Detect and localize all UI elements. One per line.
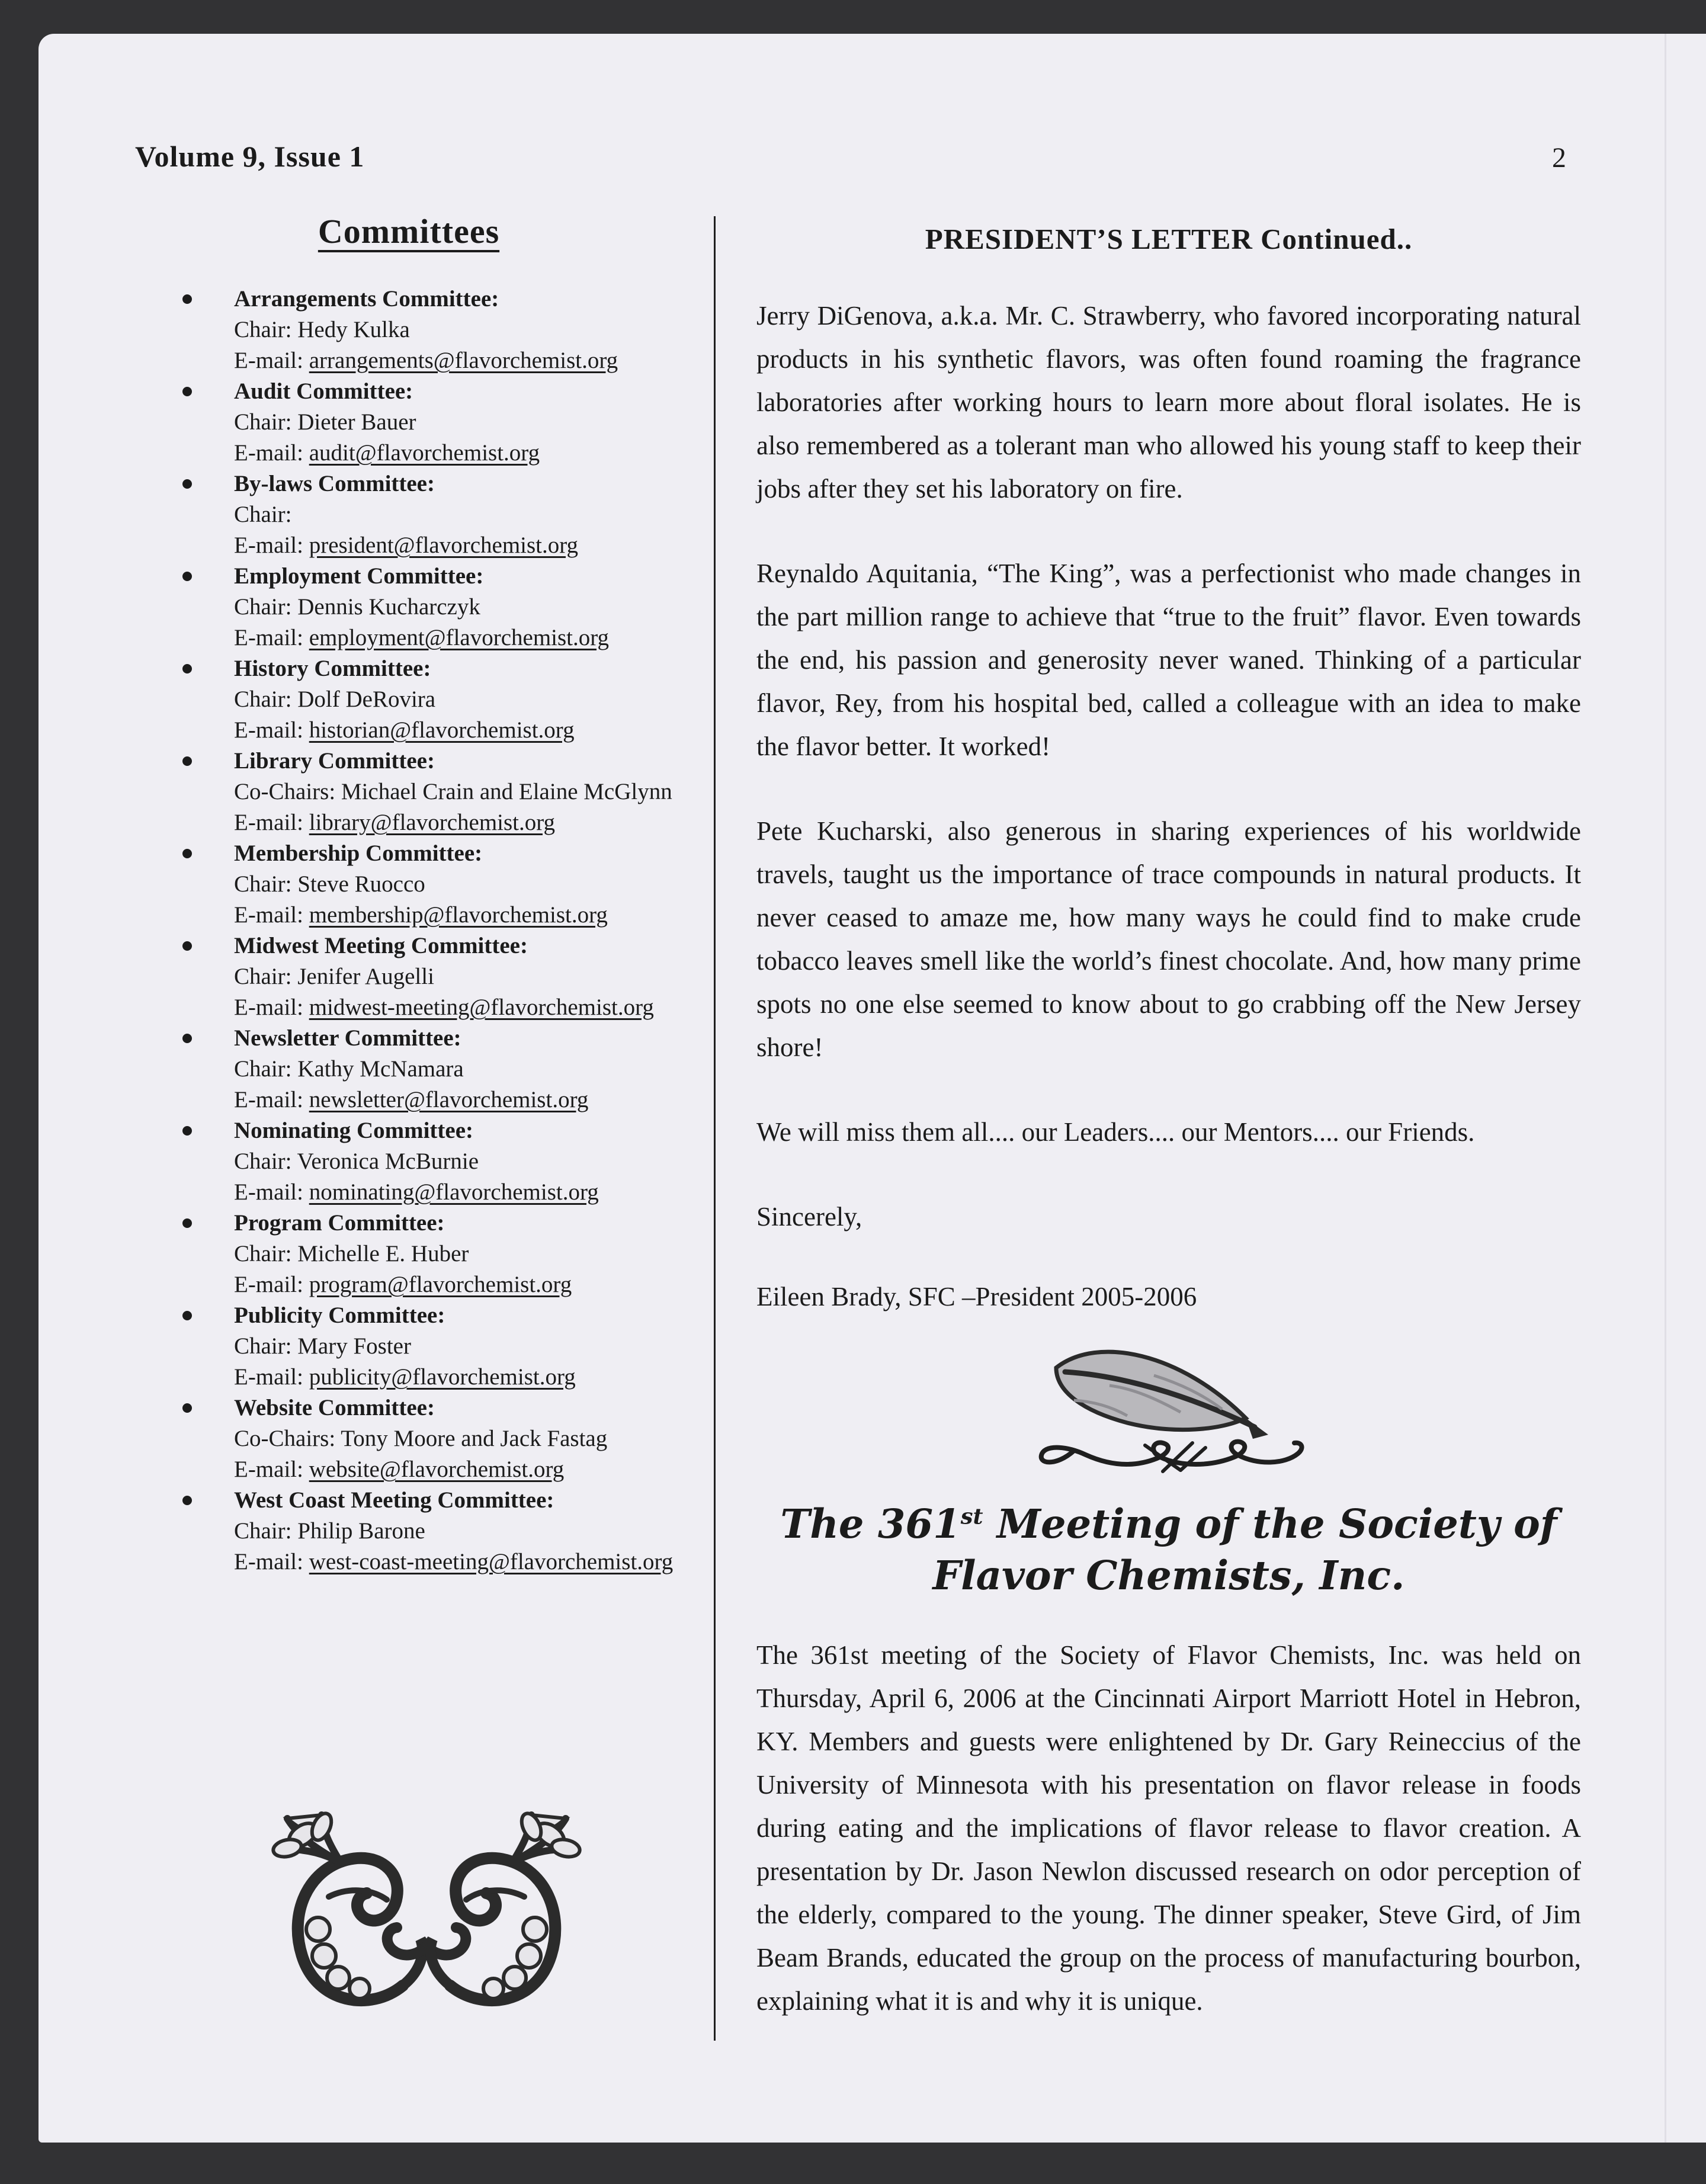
email-label: E-mail: xyxy=(234,1272,309,1297)
page-number: 2 xyxy=(1552,142,1566,174)
meeting-heading-pre: The 361 xyxy=(780,1500,961,1547)
committee-name: Library Committee: xyxy=(234,748,435,774)
committee-chair: Co-Chairs: Michael Crain and Elaine McGlynn xyxy=(234,779,672,804)
committee-email-line xyxy=(234,1177,681,1208)
letter-paragraph: Reynaldo Aquitania, “The King”, was a perfectionist who made changes in the part million range to achieve that “true to the fruit” flavor. Even towards the end, his passion and generosity never waned. Thinking of a particular flavor, Rey, from his hospital bed, called a colleague with an idea to make the flavor better. It worked! xyxy=(756,559,1581,761)
committee-item xyxy=(136,1393,681,1485)
committee-item xyxy=(136,469,681,561)
committee-email-line xyxy=(234,1269,681,1300)
letter-signoff: Sincerely, xyxy=(756,1202,862,1231)
committee-name: History Committee: xyxy=(234,656,431,681)
bullet-icon xyxy=(182,849,192,858)
committee-name: Employment Committee: xyxy=(234,563,484,589)
email-label: E-mail: xyxy=(234,533,309,558)
committee-item xyxy=(136,1023,681,1115)
committee-item xyxy=(136,1208,681,1300)
email-link[interactable]: membership@flavorchemist.org xyxy=(309,902,608,928)
committee-name: Midwest Meeting Committee: xyxy=(234,933,528,958)
committee-chair: Chair: Dolf DeRovira xyxy=(234,687,436,712)
committee-chair: Chair: Steve Ruocco xyxy=(234,871,425,897)
committee-item xyxy=(136,376,681,469)
bullet-icon xyxy=(182,1496,192,1505)
committee-email-line xyxy=(234,807,681,838)
committee-chair: Chair: Kathy McNamara xyxy=(234,1056,464,1082)
committees-title: Committees xyxy=(318,212,500,251)
email-label: E-mail: xyxy=(234,1549,309,1574)
committee-name: Newsletter Committee: xyxy=(234,1025,461,1051)
email-link[interactable]: website@flavorchemist.org xyxy=(309,1457,565,1482)
committee-chair: Chair: Veronica McBurnie xyxy=(234,1149,479,1174)
committee-email-line xyxy=(234,1362,681,1393)
committee-email-line xyxy=(234,900,681,931)
committee-chair: Chair: Philip Barone xyxy=(234,1518,425,1544)
committee-chair: Chair: Michelle E. Huber xyxy=(234,1241,469,1266)
committee-email-line xyxy=(234,438,681,469)
committee-item xyxy=(136,1485,681,1577)
email-label: E-mail: xyxy=(234,995,309,1020)
committee-name: Website Committee: xyxy=(234,1395,435,1420)
email-link[interactable]: newsletter@flavorchemist.org xyxy=(309,1087,589,1112)
committee-chair: Chair: Jenifer Augelli xyxy=(234,964,434,989)
bullet-icon xyxy=(182,1311,192,1320)
bullet-icon xyxy=(182,572,192,581)
committee-name: Program Committee: xyxy=(234,1210,445,1236)
committee-email-line xyxy=(234,1085,681,1115)
email-label: E-mail: xyxy=(234,440,309,466)
email-label: E-mail: xyxy=(234,902,309,928)
email-link[interactable]: publicity@flavorchemist.org xyxy=(309,1364,576,1390)
committee-name: West Coast Meeting Committee: xyxy=(234,1487,554,1513)
volume-issue-label: Volume 9, Issue 1 xyxy=(135,140,365,173)
committee-name: Audit Committee: xyxy=(234,379,413,404)
committee-chair: Chair: Dieter Bauer xyxy=(234,409,416,435)
email-link[interactable]: president@flavorchemist.org xyxy=(309,533,579,558)
committee-email-line xyxy=(234,715,681,746)
bullet-icon xyxy=(182,387,192,396)
committee-email-line xyxy=(234,1547,681,1577)
email-link[interactable]: historian@flavorchemist.org xyxy=(309,717,575,743)
committee-item xyxy=(136,653,681,746)
letter-paragraphs xyxy=(756,294,1581,1154)
email-label: E-mail: xyxy=(234,1179,309,1205)
email-label: E-mail: xyxy=(234,1087,309,1112)
committee-item xyxy=(136,561,681,653)
committee-name: Arrangements Committee: xyxy=(234,286,499,312)
quill-pen-icon xyxy=(985,1329,1352,1477)
letter-paragraph: Jerry DiGenova, a.k.a. Mr. C. Strawberry, who favored incorporating natural products in his synthetic flavors, was often found roaming the fragrance laboratories after working hours to learn more about floral isolates. He is also remembered as a tolerant man who allowed his young staff to keep their jobs after they set his laboratory on fire. xyxy=(756,301,1581,503)
email-label: E-mail: xyxy=(234,810,309,835)
bullet-icon xyxy=(182,294,192,304)
presidents-letter-title: PRESIDENT’S LETTER Continued.. xyxy=(925,223,1413,255)
bullet-icon xyxy=(182,1403,192,1413)
bullet-icon xyxy=(182,1126,192,1136)
committee-name: By-laws Committee: xyxy=(234,471,435,496)
email-link[interactable]: west-coast-meeting@flavorchemist.org xyxy=(309,1549,674,1574)
committee-chair: Co-Chairs: Tony Moore and Jack Fastag xyxy=(234,1426,608,1451)
committee-chair: Chair: Mary Foster xyxy=(234,1333,411,1359)
email-label: E-mail: xyxy=(234,625,309,650)
bullet-icon xyxy=(182,756,192,766)
meeting-paragraph: The 361st meeting of the Society of Flavor Chemists, Inc. was held on Thursday, April 6, 2006 at the Cincinnati Airport Marriott Hotel in Hebron, KY. Members and guests were enlightened by Dr. Gary Reineccius of the University of Minnesota with his presentation on flavor release in foods during eating and the implications of flavor release to flavor creation. A presentation by Dr. Jason Newlon discussed research on odor perception of the elderly, compared to the young. The dinner speaker, Steve Gird, of Jim Beam Brands, educated the group on the process of manufacturing bourbon, explaining what it is and why it is unique. xyxy=(756,1640,1581,2016)
bullet-icon xyxy=(182,1218,192,1228)
committee-item xyxy=(136,284,681,376)
committee-name: Membership Committee: xyxy=(234,841,483,866)
bullet-icon xyxy=(182,941,192,951)
email-label: E-mail: xyxy=(234,717,309,743)
committee-email-line xyxy=(234,992,681,1023)
meeting-heading-post: Meeting of the Society of Flavor Chemists, Inc. xyxy=(932,1500,1557,1599)
email-link[interactable]: arrangements@flavorchemist.org xyxy=(309,348,618,373)
committee-chair: Chair: Hedy Kulka xyxy=(234,317,410,342)
newsletter-page xyxy=(39,34,1706,2143)
committees-section xyxy=(136,211,681,1577)
email-link[interactable]: midwest-meeting@flavorchemist.org xyxy=(309,995,654,1020)
letter-paragraph: Pete Kucharski, also generous in sharing experiences of his worldwide travels, taught us the importance of trace compounds in natural products. It never ceased to amaze me, how many ways he could find to make crude tobacco leaves smell like the world’s finest chocolate. And, how many prime spots no one else seemed to know about to go crabbing off the New Jersey shore! xyxy=(756,816,1581,1062)
committee-item xyxy=(136,838,681,931)
email-link[interactable]: library@flavorchemist.org xyxy=(309,810,556,835)
bullet-icon xyxy=(182,664,192,674)
bullet-icon xyxy=(182,479,192,489)
committee-item xyxy=(136,1115,681,1208)
email-link[interactable]: nominating@flavorchemist.org xyxy=(309,1179,599,1205)
committee-item xyxy=(136,1300,681,1393)
committees-list xyxy=(136,284,681,1577)
bullet-icon xyxy=(182,1034,192,1043)
committee-email-line xyxy=(234,623,681,653)
quill-art-wrapper xyxy=(756,1329,1581,1480)
email-label: E-mail: xyxy=(234,348,309,373)
email-label: E-mail: xyxy=(234,1364,309,1390)
column-divider xyxy=(714,216,716,2041)
committee-item xyxy=(136,931,681,1023)
committee-name: Nominating Committee: xyxy=(234,1118,473,1143)
letter-signature: Eileen Brady, SFC –President 2005-2006 xyxy=(756,1282,1197,1311)
committee-chair: Chair: xyxy=(234,502,292,527)
committee-item xyxy=(136,746,681,838)
meeting-heading-ordinal: st xyxy=(960,1503,983,1529)
meeting-heading xyxy=(762,1498,1575,1601)
email-link[interactable]: employment@flavorchemist.org xyxy=(309,625,610,650)
email-link[interactable]: program@flavorchemist.org xyxy=(309,1272,572,1297)
floral-scroll-ornament xyxy=(252,1808,601,2021)
email-link[interactable]: audit@flavorchemist.org xyxy=(309,440,540,466)
committee-email-line xyxy=(234,1454,681,1485)
committee-chair: Chair: Dennis Kucharczyk xyxy=(234,594,480,620)
committee-name: Publicity Committee: xyxy=(234,1303,445,1328)
email-label: E-mail: xyxy=(234,1457,309,1482)
committee-email-line xyxy=(234,345,681,376)
presidents-letter-section xyxy=(756,222,1581,2023)
letter-paragraph: We will miss them all.... our Leaders.... our Mentors.... our Friends. xyxy=(756,1117,1475,1147)
fold-crease xyxy=(1665,34,1666,2143)
committee-email-line xyxy=(234,530,681,561)
